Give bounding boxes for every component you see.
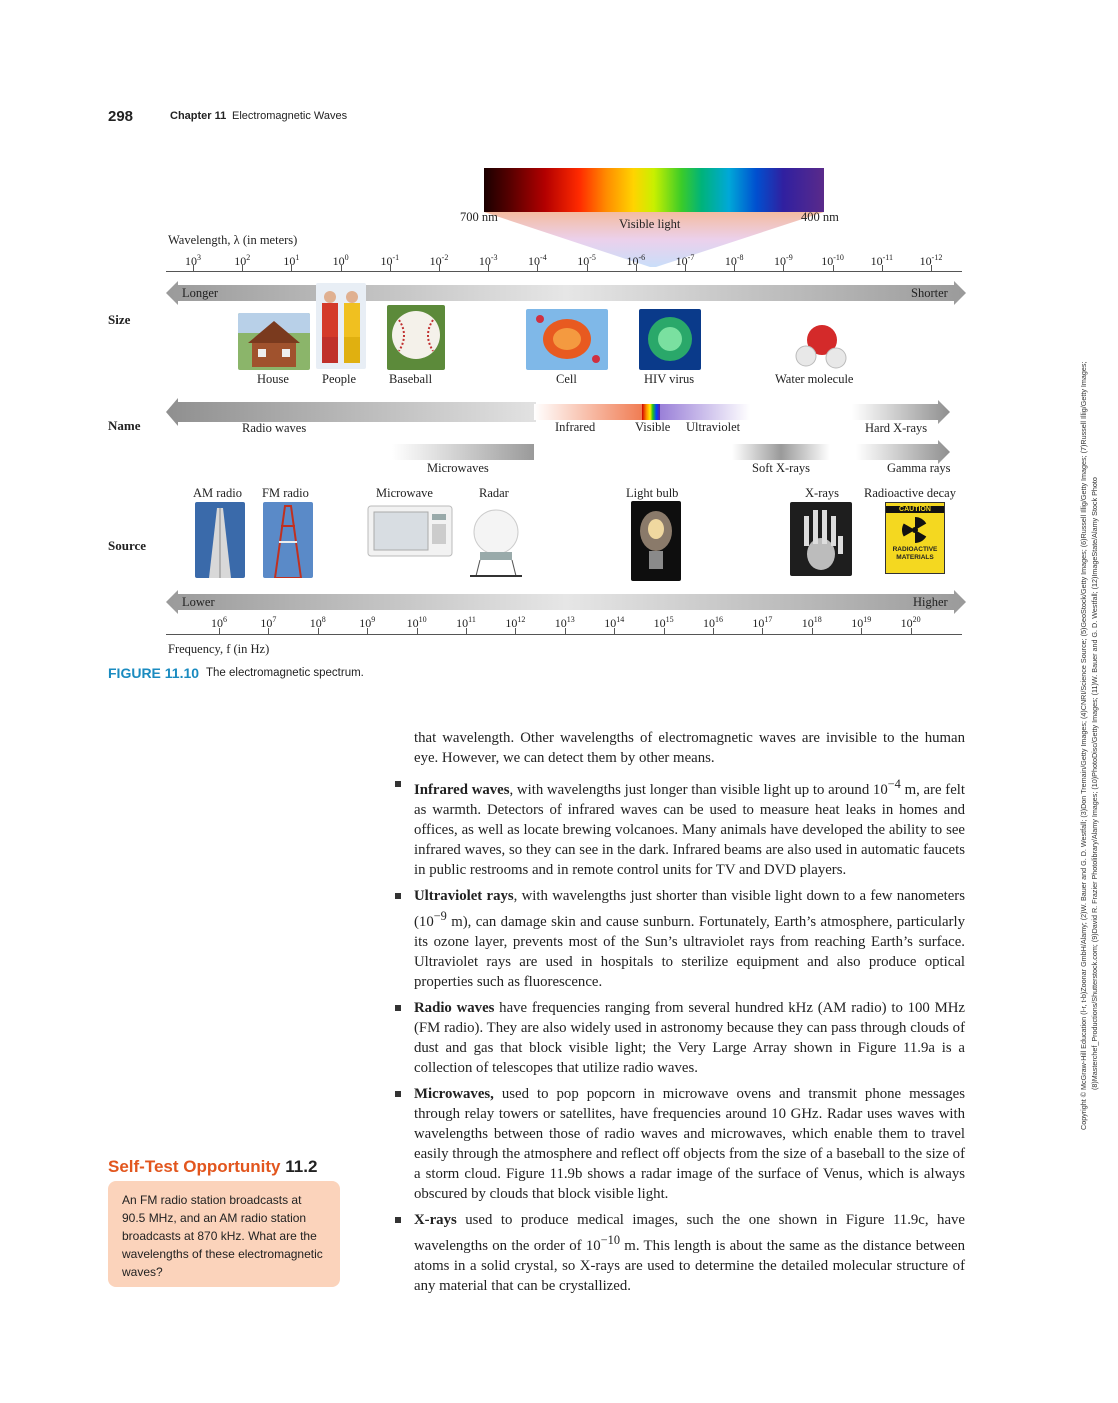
frequency-tick-label-4: $10^{10}$ <box>406 615 427 630</box>
xray-exponent: −10 <box>600 1232 620 1247</box>
frequency-tick-label-12: $10^{18}$ <box>801 615 822 630</box>
materials-label: MATERIALS <box>896 554 934 561</box>
wavelength-tick-label-6: $10^{-3}$ <box>478 253 498 268</box>
visible-spectrum-bar <box>484 168 824 212</box>
uv-exponent: −9 <box>433 908 447 923</box>
wavelength-tick-label-8: $10^{-5}$ <box>577 253 596 268</box>
band-gamma-rays: Gamma rays <box>887 461 951 475</box>
frequency-tick-label-13: $10^{19}$ <box>851 615 872 630</box>
wavelength-tick-label-11: $10^{-8}$ <box>724 253 744 268</box>
frequency-tick-label-1: $10^7$ <box>260 615 277 630</box>
shorter-label: Shorter <box>911 286 948 300</box>
infrared-text-b: m, are felt as warmth. Detectors of infrared waves can be used to measure heat leaks in homes and offices, as well as locate brewing volcanoes. Many animals have developed the ability to see infrared waves, so they can see in the dark. Infrared beams are also used in automatic faucets in public restrooms and in remote control units for TV and DVD players. <box>414 781 965 878</box>
size-label-hiv-virus: HIV virus <box>644 372 695 386</box>
xray-text-b: m. This length is about the same as the distance between atoms in a solid crystal, so X-rays are used to determine the detailed molecular structure of any material that can be crystallized. <box>414 1237 965 1294</box>
fm-radio-tower-photo <box>263 502 313 578</box>
frequency-tick-label-8: $10^{14}$ <box>604 615 625 630</box>
wavelength-tick-label-9: $10^{-6}$ <box>626 253 646 268</box>
visible-700nm-label: 700 nm <box>460 210 498 224</box>
chapter-title: Electromagnetic Waves <box>232 110 348 122</box>
band-microwaves: Microwaves <box>427 461 489 475</box>
hiv-virus-photo <box>639 309 701 370</box>
frequency-tick-label-6: $10^{12}$ <box>505 615 526 630</box>
body-text <box>414 728 965 1296</box>
radioactive-materials-label <box>886 546 944 562</box>
lower-label: Lower <box>182 595 215 609</box>
wavelength-tick-label-7: $10^{-4}$ <box>528 253 547 268</box>
radio-item <box>414 998 965 1078</box>
frequency-tick-label-5: $10^{11}$ <box>456 615 476 630</box>
microwave-text: used to pop popcorn in microwave ovens and transmit phone messages through relay towers or satellites, have frequencies around 10 GHz. Radar uses waves with wavelengths between those of radio waves and microwaves, which enable them to travel easily through the atmosphere and reflect off objects from the size of a baseball to the size of a storm cloud. Figure 11.9b shows a radar image of the surface of Venus, which is always obscured by clouds that block visible light. <box>414 1085 965 1202</box>
source-label-radar: Radar <box>479 486 509 500</box>
wavelength-tick-label-12: $10^{-9}$ <box>774 253 793 268</box>
xray-hand-photo <box>790 502 852 576</box>
source-label-light-bulb: Light bulb <box>626 486 679 500</box>
frequency-tick-label-14: $10^{20}$ <box>900 615 921 630</box>
frequency-tick-label-10: $10^{16}$ <box>703 615 723 630</box>
frequency-axis-line <box>166 634 962 635</box>
band-ultraviolet: Ultraviolet <box>686 420 741 434</box>
infrared-term: Infrared waves <box>414 781 510 798</box>
microwave-item <box>414 1084 965 1204</box>
source-label-radioactive-decay: Radioactive decay <box>864 486 956 500</box>
higher-label: Higher <box>913 595 948 609</box>
ultraviolet-term: Ultraviolet rays <box>414 887 514 904</box>
wavelength-tick-label-3: $10^0$ <box>332 253 349 268</box>
band-visible: Visible <box>635 420 671 434</box>
microwave-oven-photo <box>366 502 454 558</box>
infrared-item <box>414 774 965 880</box>
wavelength-tick-label-2: $10^1$ <box>283 253 300 268</box>
radiation-icon <box>900 515 930 545</box>
copyright-line-1: Copyright © McGraw-Hill Education (l-r, t-b)Zoonar GmbH/Alamy; (2)W. Bauer and G. D. Westfall; (3)Don Tremain/Getty Images; (4)CNRI/Science Source; (5)GeoStock/Getty Images; (6)Russell Illig/Getty Images; (7)Russell Illig/Getty Images; <box>1079 361 1088 1130</box>
wavelength-axis-title: Wavelength, λ (in meters) <box>168 233 298 247</box>
baseball-photo <box>387 305 445 370</box>
size-label-water-molecule: Water molecule <box>775 372 854 386</box>
wavelength-tick-label-15: $10^{-12}$ <box>919 253 943 268</box>
size-arrow <box>166 281 966 305</box>
page-number: 298 <box>108 108 134 125</box>
uv-text-a: , with wavelengths just shorter than visible light down to a few nanometers (10 <box>414 887 965 930</box>
xray-term: X-rays <box>414 1211 457 1228</box>
cell-photo <box>526 309 608 370</box>
xray-item <box>414 1210 965 1296</box>
source-label-microwave: Microwave <box>376 486 433 500</box>
self-test-label: Self-Test Opportunity <box>108 1157 281 1176</box>
radio-term: Radio waves <box>414 999 495 1016</box>
wavelength-tick-label-10: $10^{-7}$ <box>675 253 695 268</box>
visible-light-label: Visible light <box>619 217 681 231</box>
size-label-baseball: Baseball <box>389 372 433 386</box>
band-radio-waves: Radio waves <box>242 421 307 435</box>
am-radio-tower-photo <box>195 502 245 578</box>
ultraviolet-item <box>414 886 965 992</box>
size-label-cell: Cell <box>556 372 577 386</box>
frequency-tick-label-3: $10^9$ <box>359 615 376 630</box>
radioactive-label: RADIOACTIVE <box>892 546 938 553</box>
source-label-xrays: X-rays <box>805 486 840 500</box>
frequency-tick-label-2: $10^8$ <box>309 615 326 630</box>
self-test-title <box>108 1157 317 1177</box>
infrared-text-a: , with wavelengths just longer than visible light up to around 10 <box>509 781 888 798</box>
frequency-axis-title: Frequency, f (in Hz) <box>168 642 270 656</box>
band-soft-xrays: Soft X-rays <box>752 461 810 475</box>
visible-400nm-label: 400 nm <box>801 210 839 224</box>
wavelength-tick-label-5: $10^{-2}$ <box>429 253 449 268</box>
band-infrared: Infrared <box>555 420 596 434</box>
wavelength-tick-label-14: $10^{-11}$ <box>870 253 893 268</box>
band-hard-xrays: Hard X-rays <box>865 421 928 435</box>
figure-caption: The electromagnetic spectrum. <box>206 667 364 679</box>
water-molecule-icon <box>792 320 850 370</box>
frequency-tick-label-7: $10^{13}$ <box>554 615 575 630</box>
wavelength-tick-label-0: $10^3$ <box>185 253 201 268</box>
figure-number: FIGURE 11.10 <box>108 665 200 681</box>
copyright-line-2: (8)Masterchef_Productions/Shutterstock.com; (9)David R. Frazier Photolibrary/Alamy Images; (10)PhotoDisc/Getty Images; (11)W. Bauer and G. D. Westfall; (12)ImageState/Alamy Stock Photo <box>1090 477 1099 1090</box>
xray-text-a: used to produce medical images, such the one shown in Figure 11.9c, have wavelengths on the order of 10 <box>414 1211 965 1254</box>
house-photo <box>238 313 310 370</box>
people-photo <box>316 283 366 369</box>
radar-dome-photo <box>470 506 522 578</box>
uv-text-b: m), can damage skin and cause sunburn. Fortunately, Earth’s atmosphere, particularly its ozone layer, prevents most of the Sun’s ultraviolet rays from reaching Earth’s surface. Ultraviolet rays are used in hospitals to sterilize equipment and also produce optical properties such as fluorescence. <box>414 913 965 990</box>
wavelength-axis-line <box>166 271 962 272</box>
size-label-people: People <box>322 372 357 386</box>
self-test-box: An FM radio station broadcasts at 90.5 MHz, and an AM radio station broadcasts at 870 kHz. What are the wavelengths of these electromagnetic waves? <box>108 1181 340 1287</box>
radioactive-caution-sign <box>885 502 945 574</box>
chapter-label: Chapter 11 <box>170 110 227 122</box>
name-bands <box>166 398 966 478</box>
longer-label: Longer <box>182 286 219 300</box>
wavelength-tick-label-1: $10^2$ <box>234 253 251 268</box>
frequency-tick-label-9: $10^{15}$ <box>653 615 674 630</box>
infrared-exponent: −4 <box>887 777 901 791</box>
wavelength-tick-label-4: $10^{-1}$ <box>380 253 400 268</box>
copyright-credits <box>1078 230 1100 1130</box>
source-row-title: Source <box>108 538 147 553</box>
wavelength-tick-label-13: $10^{-10}$ <box>821 253 844 268</box>
light-bulb-photo <box>631 501 681 581</box>
size-label-house: House <box>257 372 289 386</box>
size-row-title: Size <box>108 312 131 327</box>
intro-paragraph: that wavelength. Other wavelengths of electromagnetic waves are invisible to the human eye. However, we can detect them by other means. <box>414 730 965 766</box>
frequency-tick-label-0: $10^6$ <box>211 615 227 630</box>
frequency-tick-label-11: $10^{17}$ <box>752 615 773 630</box>
frequency-arrow <box>166 590 966 614</box>
caution-label: CAUTION <box>886 506 944 513</box>
name-row-title: Name <box>108 418 141 433</box>
source-label-am-radio: AM radio <box>193 486 242 500</box>
radio-text: have frequencies ranging from several hundred kHz (AM radio) to 100 MHz (FM radio). They are also widely used in astronomy because they can pass through clouds of dust and gas that block visible light; the Very Large Array shown in Figure 11.9a is a collection of telescopes that utilize radio waves. <box>414 999 965 1076</box>
self-test-number: 11.2 <box>285 1157 318 1176</box>
microwave-term: Microwaves, <box>414 1085 494 1102</box>
source-label-fm-radio: FM radio <box>262 486 309 500</box>
